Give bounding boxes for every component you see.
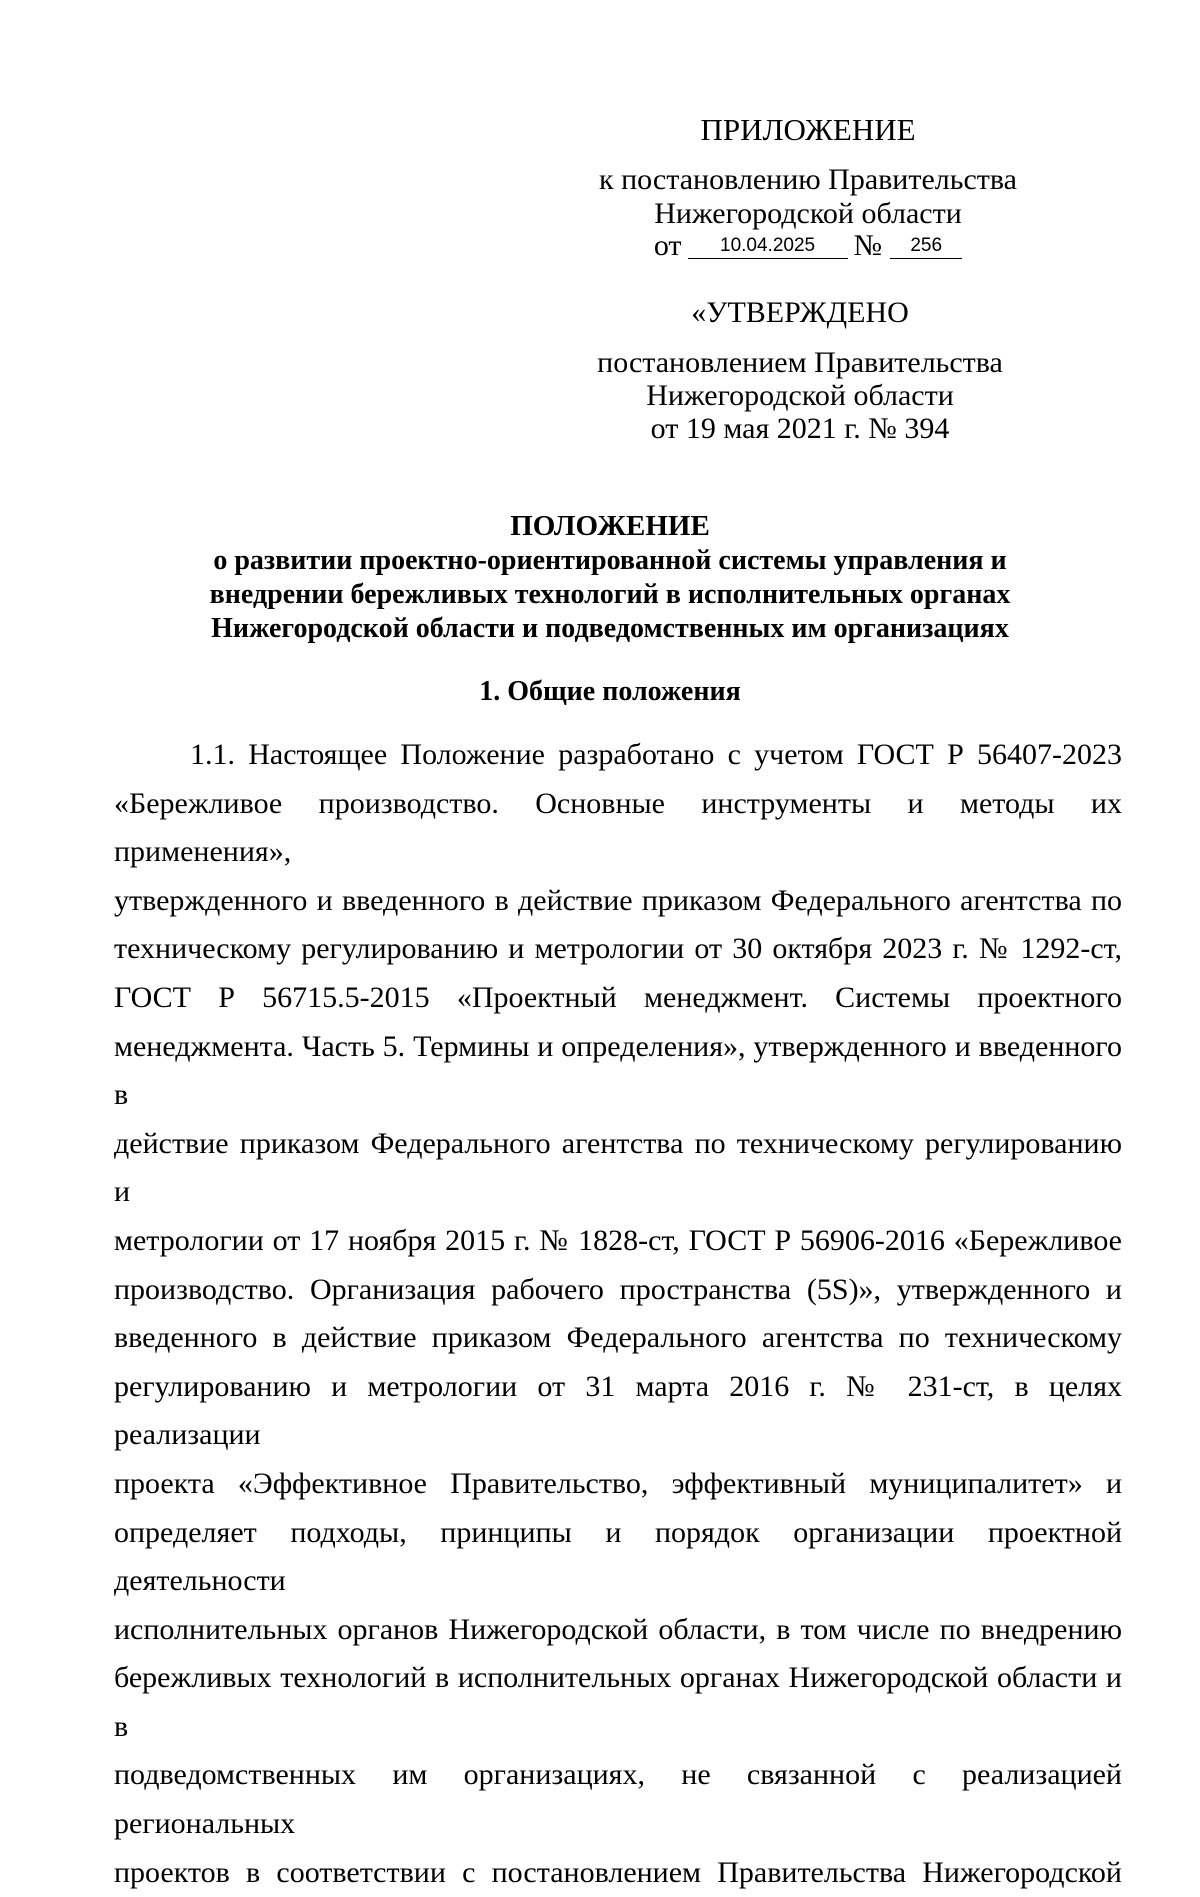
paragraph-line: ГОСТ Р 56715.5-2015 «Проектный менеджмент. Системы проектного: [114, 980, 1122, 1014]
paragraph-line: действие приказом Федерального агентства по техническому регулированию и: [114, 1126, 1122, 1209]
annex-number-label: №: [853, 229, 883, 262]
document-subtitle-line: Нижегородской области и подведомственных им организациях: [211, 613, 1009, 644]
annex-number-field: 256: [890, 234, 962, 259]
paragraph-1-1: [114, 731, 1122, 1897]
paragraph-line: исполнительных органов Нижегородской области, в том числе по внедрению: [114, 1612, 1122, 1646]
paragraph-line: метрологии от 17 ноября 2015 г. № 1828-ст, ГОСТ Р 56906-2016 «Бережливое: [114, 1223, 1122, 1257]
approved-region-line: Нижегородской области: [646, 379, 954, 412]
paragraph-line: производство. Организация рабочего пространства (5S)», утвержденного и: [114, 1272, 1122, 1306]
approved-title: «УТВЕРЖДЕНО: [691, 296, 909, 329]
paragraph-line: определяет подходы, принципы и порядок организации проектной деятельности: [114, 1515, 1122, 1598]
paragraph-line: введенного в действие приказом Федерального агентства по техническому: [114, 1321, 1122, 1355]
paragraph-line: регулированию и метрологии от 31 марта 2016 г. № 231-ст, в целях реализации: [114, 1369, 1122, 1452]
annex-resolution-line: к постановлению Правительства: [599, 163, 1017, 196]
paragraph-line: бережливых технологий в исполнительных органах Нижегородской области и в: [114, 1661, 1122, 1743]
section-heading: 1. Общие положения: [479, 676, 741, 707]
document-title: ПОЛОЖЕНИЕ: [510, 510, 710, 542]
paragraph-line: утвержденного и введенного в действие приказом Федерального агентства по: [114, 883, 1122, 917]
paragraph-line: проектов в соответствии с постановлением Правительства Нижегородской: [114, 1855, 1122, 1889]
approved-by-line: постановлением Правительства: [597, 346, 1003, 379]
paragraph-line: «Бережливое производство. Основные инструменты и методы их применения»,: [114, 786, 1122, 869]
paragraph-line: менеджмента. Часть 5. Термины и определения», утвержденного и введенного в: [114, 1029, 1122, 1112]
paragraph-line: проекта «Эффективное Правительство, эффективный муниципалитет» и: [114, 1466, 1122, 1500]
paragraph-line: техническому регулированию и метрологии от 30 октября 2023 г. № 1292-ст,: [114, 932, 1122, 966]
annex-reference-line: [598, 229, 1018, 263]
paragraph-line: подведомственных им организациях, не связанной с реализацией региональных: [114, 1758, 1122, 1841]
annex-from-label: от: [653, 229, 682, 262]
document-subtitle-line: внедрении бережливых технологий в исполнительных органах: [209, 579, 1011, 610]
annex-date-field: 10.04.2025: [688, 234, 848, 259]
annex-region-line: Нижегородской области: [654, 197, 962, 230]
document-subtitle-line: о развитии проектно-ориентированной системы управления и: [213, 545, 1007, 576]
annex-title: ПРИЛОЖЕНИЕ: [700, 112, 916, 147]
approved-date-line: от 19 мая 2021 г. № 394: [650, 412, 950, 445]
paragraph-line: 1.1. Настоящее Положение разработано с учетом ГОСТ Р 56407-2023: [190, 738, 1122, 771]
